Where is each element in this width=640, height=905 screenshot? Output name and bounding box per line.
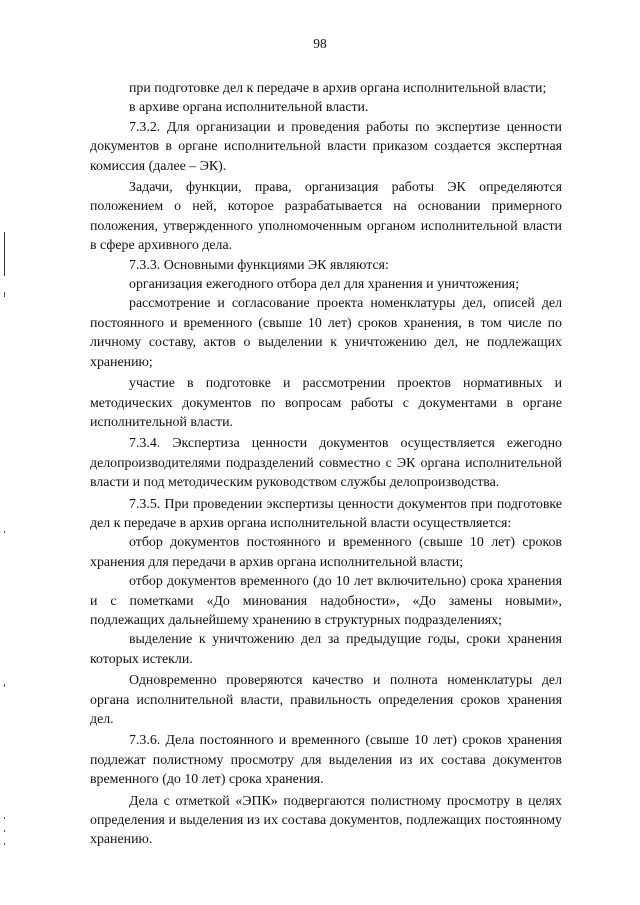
paragraph: при подготовке дел к передаче в архив органа исполнительной власти; bbox=[129, 81, 547, 96]
paragraph: рассмотрение и согласование проекта номенклатуры дел, описей дел постоянного и временного (свыше 10 лет) сроков хранения, в том числе по личному составу, актов о выделении к уничтожению дел, не подлежащих хранению; bbox=[90, 296, 562, 370]
document-body bbox=[90, 79, 562, 850]
paragraph: 7.3.3. Основными функциями ЭК являются: bbox=[129, 257, 389, 273]
paragraph: организация ежегодного отбора дел для хранения и уничтожения; bbox=[129, 277, 520, 293]
paragraph: 7.3.2. Для организации и проведения работы по экспертизе ценности документов в органе исполнительной власти приказом создается экспертная комиссия (далее – ЭК). bbox=[90, 119, 562, 174]
paragraph: в архиве органа исполнительной власти. bbox=[129, 100, 369, 116]
scan-edge-mark bbox=[4, 292, 5, 297]
paragraph: отбор документов постоянного и временного (свыше 10 лет) сроков хранения для передачи в архив органа исполнительной власти; bbox=[90, 535, 562, 570]
paragraph: Задачи, функции, права, организация работы ЭК определяются положением о ней, которое разрабатывается на основании примерного положения, утвержденного уполномоченным органом исполнительной власти в сфере архивного дела. bbox=[90, 180, 562, 254]
paragraph: Одновременно проверяются качество и полнота номенклатуры дел органа исполнительной власти, правильность определения сроков хранения дел. bbox=[90, 673, 562, 727]
scan-edge-mark bbox=[4, 830, 5, 832]
paragraph: выделение к уничтожению дел за предыдущие годы, сроки хранения которых истекли. bbox=[90, 632, 562, 667]
scan-edge-mark bbox=[4, 817, 5, 819]
paragraph: Дела с отметкой «ЭПК» подвергаются полистному просмотру в целях определения и выделения из их состава документов, подлежащих постоянному хранению. bbox=[90, 793, 562, 848]
scan-edge-mark bbox=[4, 684, 5, 687]
scan-edge-mark bbox=[4, 843, 5, 845]
paragraph: отбор документов временного (до 10 лет включительно) срока хранения и с пометками «До минования надобности», «До замены новыми», подлежащих дальнейшему хранению в структурных подразделениях; bbox=[90, 574, 562, 628]
paragraph: 7.3.6. Дела постоянного и временного (свыше 10 лет) сроков хранения подлежат полистному просмотру для выделения из их состава документов временного (до 10 лет) срока хранения. bbox=[90, 733, 562, 788]
page-number: 98 bbox=[313, 36, 327, 51]
paragraph: 7.3.4. Экспертиза ценности документов осуществляется ежегодно делопроизводителями подразделений совместно с ЭК органа исполнительной власти и под методическим руководством службы делопроизводства. bbox=[90, 436, 562, 491]
scan-edge-mark bbox=[4, 232, 5, 276]
paragraph: 7.3.5. При проведении экспертизы ценности документов при подготовке дел к передаче в архив органа исполнительной власти осуществляется: bbox=[90, 496, 562, 531]
scan-edge-mark bbox=[4, 531, 5, 533]
paragraph: участие в подготовке и рассмотрении проектов нормативных и методических документов по вопросам работы с документами в органе исполнительной власти. bbox=[90, 376, 562, 430]
